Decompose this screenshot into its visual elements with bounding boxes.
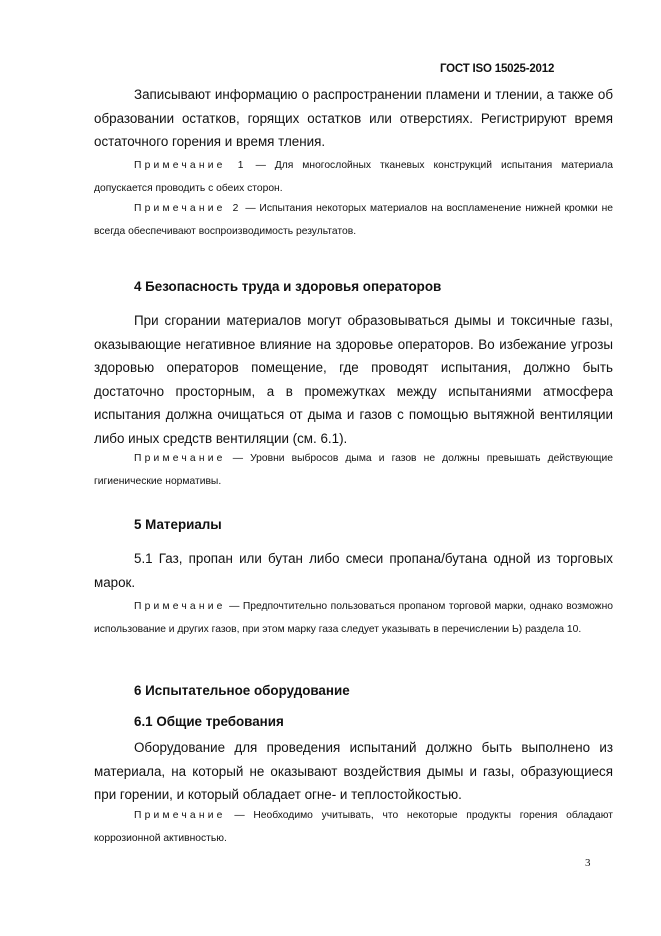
section-4-paragraph: При сгорании материалов могут образовываться дымы и токсичные газы, оказывающие негативное влияние на здоровье операторов. Во избежание угрозы здоровью операторов помещение, где проводят испытания, должно быть достаточно просторным, а в промежутках между испытаниями атмосфера испытания должна очищаться от дыма и газов с помощью вытяжной вентиляции либо иных средств вентиляции (см. 6.1). <box>94 313 613 446</box>
section-4-note <box>94 448 613 493</box>
note-text: — Испытания некоторых материалов на воспламенение нижней кромки не всегда обеспечивают воспроизводимость результатов. <box>94 203 613 237</box>
section-4-heading: 4 Безопасность труда и здоровья операторов <box>134 279 442 294</box>
intro-paragraph: Записывают информацию о распространении пламени и тлении, а также об образовании остатков, горящих остатков или отверстиях. Регистрируют время остаточного горения и время тления. <box>94 87 613 149</box>
note-text: — Необходимо учитывать, что некоторые продукты горения обладают коррозионной активностью. <box>94 810 613 844</box>
note-label: Примечание <box>134 810 226 821</box>
section-6-paragraph: Оборудование для проведения испытаний должно быть выполнено из материала, на который не оказывают воздействия дымы и газы, образующиеся при горении, и который обладает огне- и теплостойкостью. <box>94 740 613 802</box>
note-text: — Предпочтительно пользоваться пропаном торговой марки, однако возможно использование и других газов, при этом марку газа следует указывать в перечислении Ь) раздела 10. <box>94 601 613 635</box>
section-5-paragraph: 5.1 Газ, пропан или бутан либо смеси пропана/бутана одной из торговых марок. <box>94 551 613 590</box>
note-label: Примечание <box>134 601 226 612</box>
note-label: Примечание 2 <box>134 203 242 214</box>
section-5-note <box>94 596 613 641</box>
note-label: Примечание 1 <box>134 160 247 171</box>
standard-designation: ГОСТ ISO 15025-2012 <box>440 63 555 75</box>
page-number: 3 <box>585 857 591 869</box>
section-6-heading: 6 Испытательное оборудование <box>134 683 350 698</box>
note-text: — Уровни выбросов дыма и газов не должны превышать действующие гигиенические нормативы. <box>94 453 613 487</box>
note-label: Примечание <box>134 453 226 464</box>
intro-note-1 <box>94 155 613 200</box>
intro-note-2 <box>94 198 613 243</box>
note-text: — Для многослойных тканевых конструкций испытания материала допускается проводить с обеих сторон. <box>94 160 613 194</box>
section-6-note <box>94 805 613 850</box>
section-6-1-heading: 6.1 Общие требования <box>134 714 284 729</box>
section-5-heading: 5 Материалы <box>134 517 222 532</box>
